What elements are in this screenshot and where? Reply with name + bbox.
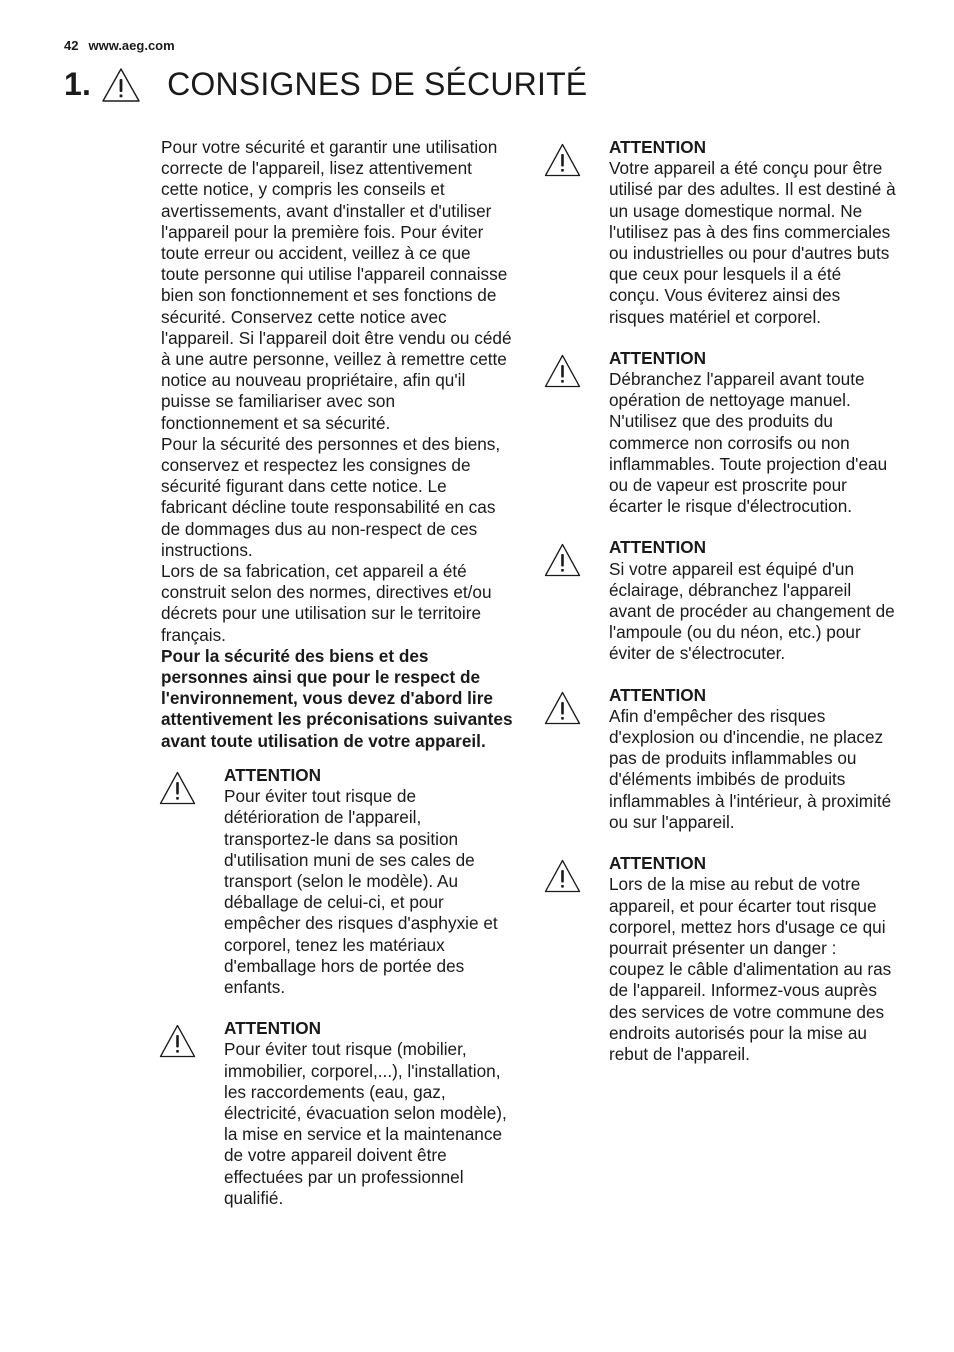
intro-bold-paragraph: Pour la sécurité des biens et des personnes ainsi que pour le respect de l'environnement, vous devez d'abord lire attentivement les préconisations suivantes avant toute utilisation de votre appareil. [161, 645, 513, 751]
section-number: 1. [64, 66, 92, 102]
warning-triangle-icon [544, 143, 581, 177]
warning-text: Si votre appareil est équipé d'un éclairage, débranchez l'appareil avant de procéder au changement de l'ampoule (ou du néon, etc.) pour éviter de s'électrocuter. [609, 558, 895, 664]
warning-text: Lors de la mise au rebut de votre appareil, et pour écarter tout risque corporel, mettez hors d'usage ce qui pourrait présenter un danger : coupez le câble d'alimentation au ras de l'appareil. Informez-vous auprès des services de votre commune des endroits autorisés pour la mise au rebut de l'appareil. [609, 874, 892, 1064]
warning-triangle-icon [159, 1024, 196, 1058]
left-column [161, 137, 513, 1209]
warning-triangle-icon [544, 691, 581, 725]
warning-text: Afin d'empêcher des risques d'explosion ou d'incendie, ne placez pas de produits inflammables ou d'éléments imbibés de produits inflammables à l'intérieur, à proximité ou sur l'appareil. [609, 705, 892, 832]
warning-text: Débranchez l'appareil avant toute opération de nettoyage manuel. N'utilisez que des produits du commerce non corrosifs ou non inflammables. Toute projection d'eau ou de vapeur est proscrite pour écarter le risque d'électrocution. [609, 369, 888, 517]
warning-text: Votre appareil a été conçu pour être utilisé par des adultes. Il est destiné à un usage domestique normal. Ne l'utilisez pas à des fins commerciales ou industrielles ou pour d'autres buts que ceux pour lesquels il a été conçu. Vous éviterez ainsi des risques matériel et corporel. [609, 158, 896, 327]
warning-block [544, 853, 896, 1065]
warning-block [544, 348, 896, 518]
header-url: www.aeg.com [88, 38, 175, 53]
warning-title: ATTENTION [224, 1018, 322, 1039]
warning-title: ATTENTION [609, 137, 707, 157]
warning-triangle-icon [544, 859, 581, 893]
section-title [64, 66, 587, 103]
warning-block [161, 1018, 513, 1209]
warning-title: ATTENTION [224, 764, 322, 785]
warning-title: ATTENTION [609, 537, 707, 558]
warning-text: Pour éviter tout risque (mobilier, immobilier, corporel,...), l'installation, les raccordements (eau, gaz, électricité, évacuation selon modèle), la mise en service et la maintenance de votre appareil doivent être effectuées par un professionnel qualifié. [224, 1039, 507, 1208]
warning-triangle-icon [159, 771, 196, 805]
warning-title: ATTENTION [609, 347, 707, 368]
page-header [64, 38, 175, 53]
warning-title: ATTENTION [609, 684, 707, 705]
warning-title: ATTENTION [609, 853, 707, 874]
warning-triangle-icon [101, 67, 141, 103]
right-column [544, 137, 896, 1065]
warning-triangle-icon [544, 543, 581, 577]
page-number: 42 [64, 38, 79, 53]
warning-block [161, 765, 513, 998]
warning-triangle-icon [544, 354, 581, 388]
warning-block [544, 685, 896, 833]
warning-block [544, 137, 896, 328]
warning-block [544, 537, 896, 664]
intro-paragraph: Lors de sa fabrication, cet appareil a été construit selon des normes, directives et/ou décrets pour une utilisation sur le territoire français. [161, 561, 492, 645]
warning-text: Pour éviter tout risque de détérioration de l'appareil, transportez-le dans sa position d'utilisation muni de ses cales de transport (selon le modèle). Au déballage de celui-ci, et pour empêcher des risques d'asphyxie et corporel, tenez les matériaux d'emballage hors de portée des enfants. [224, 786, 498, 997]
section-title-text: CONSIGNES DE SÉCURITÉ [167, 66, 588, 102]
intro-paragraph: Pour la sécurité des personnes et des biens, conservez et respectez les consignes de sécurité figurant dans cette notice. Le fabricant décline toute responsabilité en cas de dommages dus au non-respect de ces instructions. [161, 433, 501, 560]
intro-paragraph: Pour votre sécurité et garantir une utilisation correcte de l'appareil, lisez attentivement cette notice, y compris les conseils et avertissements, avant d'installer et d'utiliser l'appareil pour la première fois. Pour éviter toute erreur ou accident, veillez à ce que toute personne qui utilise l'appareil connaisse bien son fonctionnement et ses fonctions de sécurité. Conservez cette notice avec l'appareil. Si l'appareil doit être vendu ou cédé à une autre personne, veillez à remettre cette notice au nouveau propriétaire, afin qu'il puisse se familiariser avec son fonctionnement et sa sécurité. [161, 137, 512, 433]
